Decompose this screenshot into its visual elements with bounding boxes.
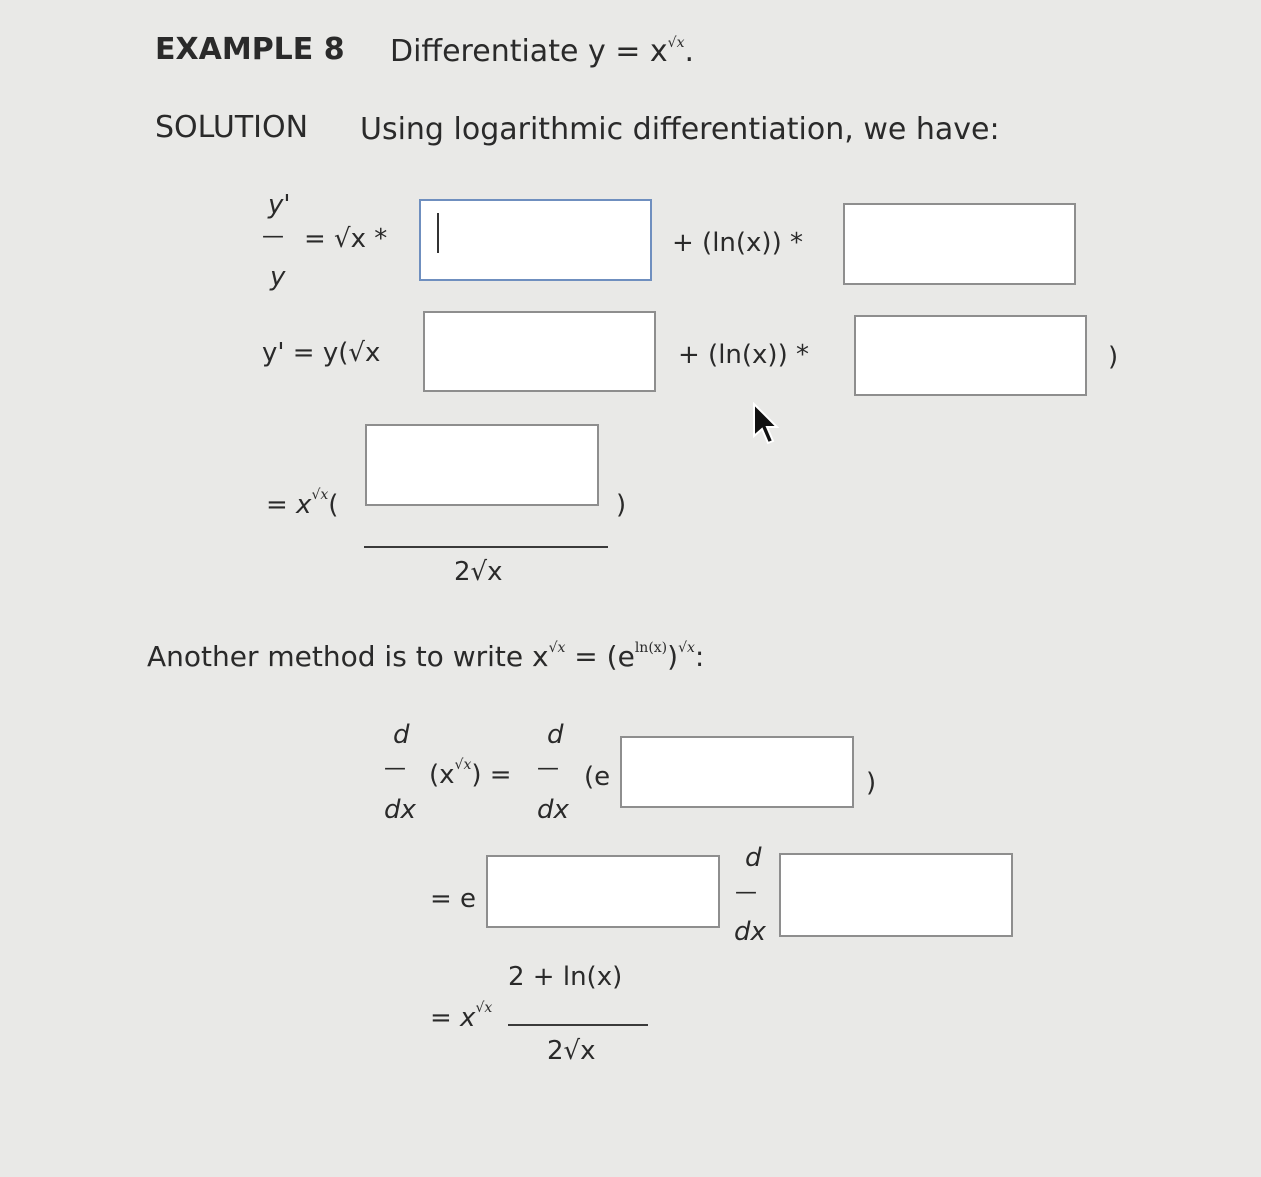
another-exp2: ln(x) xyxy=(634,640,668,656)
deriv1-lhs xyxy=(429,757,512,790)
deriv1-lhs-exp: √x xyxy=(454,757,472,773)
line3-close-paren: ) xyxy=(616,490,627,520)
line3-lhs xyxy=(266,487,339,520)
deriv2-answer-input-1[interactable] xyxy=(486,855,720,928)
another-exp3: √x xyxy=(678,640,695,656)
mouse-pointer-icon xyxy=(752,402,782,448)
deriv1-rhs-open: (e xyxy=(584,762,611,792)
line2-answer-input-1[interactable] xyxy=(423,311,656,392)
line1-rhs-start: = √x * xyxy=(304,224,388,254)
deriv3-eq: = x xyxy=(430,1003,476,1033)
deriv1-answer-input[interactable] xyxy=(620,736,854,808)
deriv3-fraction-bar xyxy=(508,1024,648,1026)
another-paren: ) xyxy=(667,640,679,673)
another-method-text xyxy=(147,640,704,673)
line1-answer-input-2[interactable] xyxy=(843,203,1076,285)
line1-denominator: y xyxy=(270,262,286,292)
instruction-text: Differentiate y = x xyxy=(390,34,668,69)
another-colon: : xyxy=(694,640,705,673)
line1-answer-input-1[interactable] xyxy=(419,199,652,281)
line2-plus-ln: + (ln(x)) * xyxy=(678,340,809,370)
deriv2-fraction-bar: — xyxy=(735,880,757,905)
deriv1-dx2: dx xyxy=(537,795,569,825)
deriv3-lhs xyxy=(430,1000,493,1033)
instruction xyxy=(390,34,694,69)
deriv1-lhs-open: (x xyxy=(429,760,455,790)
deriv3-exp: √x xyxy=(475,1000,493,1016)
example-label: EXAMPLE 8 xyxy=(155,32,345,67)
text-caret xyxy=(437,213,439,253)
solution-text: Using logarithmic differentiation, we have: xyxy=(360,112,1000,147)
deriv1-lhs-close: ) = xyxy=(471,760,512,790)
line3-fraction-bar xyxy=(364,546,608,548)
deriv2-d: d xyxy=(745,843,762,873)
deriv2-dx: dx xyxy=(734,917,766,947)
another-exp1: √x xyxy=(548,640,566,656)
line3-exponent: √x xyxy=(311,487,329,503)
instruction-end: . xyxy=(684,34,695,69)
deriv2-answer-input-2[interactable] xyxy=(779,853,1013,937)
line1-numerator: y' xyxy=(268,190,291,220)
line1-plus-ln: + (ln(x)) * xyxy=(672,228,803,258)
another-text: Another method is to write x xyxy=(147,640,549,673)
line2-answer-input-2[interactable] xyxy=(854,315,1087,396)
line2-lhs: y' = y(√x xyxy=(262,338,381,368)
line2-close-paren: ) xyxy=(1108,342,1119,372)
deriv1-fraction-bar: — xyxy=(384,756,406,781)
instruction-exponent: √x xyxy=(667,35,685,51)
another-eq: = (e xyxy=(565,640,635,673)
deriv1-close-paren: ) xyxy=(866,768,877,798)
deriv1-dx: dx xyxy=(384,795,416,825)
deriv1-fraction-bar-2: — xyxy=(537,756,559,781)
deriv2-eq-e: = e xyxy=(430,884,477,914)
solution-label: SOLUTION xyxy=(155,110,309,145)
line1-fraction-bar: — xyxy=(262,224,284,249)
line3-open-paren: ( xyxy=(328,490,339,520)
line3-eq: = x xyxy=(266,490,312,520)
deriv1-d2: d xyxy=(547,720,564,750)
deriv3-denominator: 2√x xyxy=(547,1036,596,1066)
line3-answer-input[interactable] xyxy=(365,424,599,506)
deriv3-numerator: 2 + ln(x) xyxy=(508,962,623,992)
deriv1-d: d xyxy=(393,720,410,750)
line3-denominator: 2√x xyxy=(454,557,503,587)
